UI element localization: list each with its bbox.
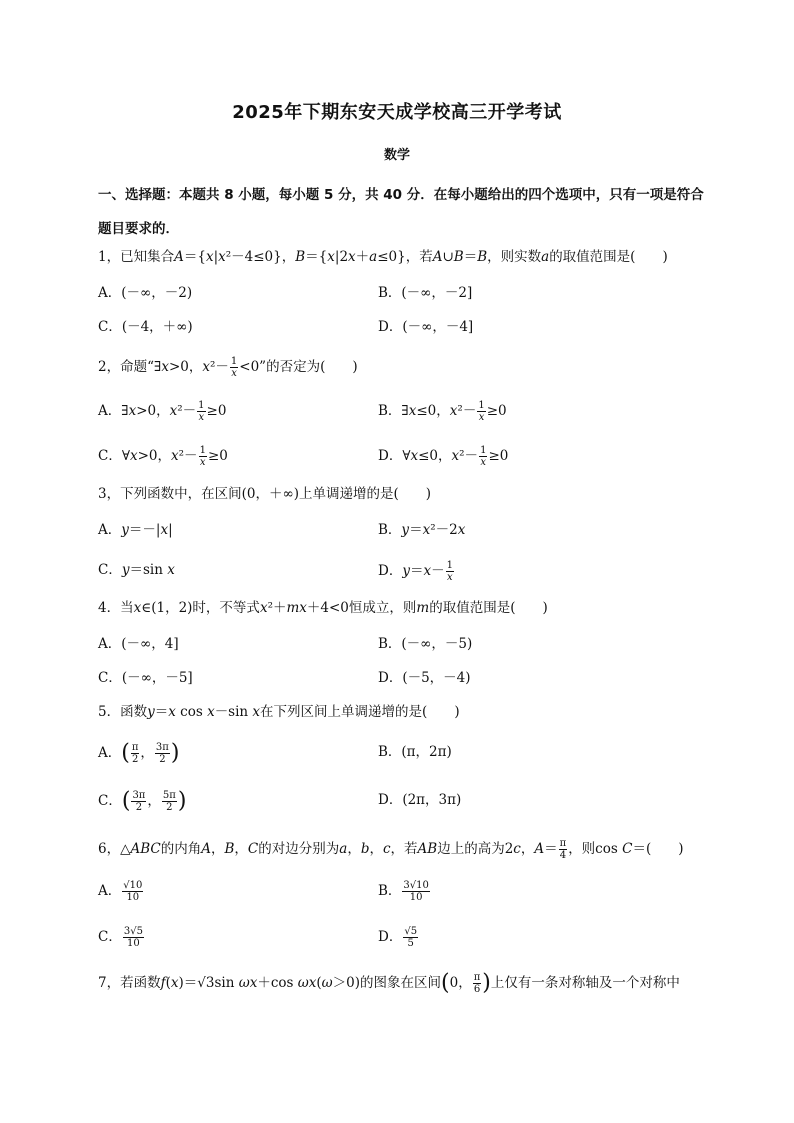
question-6-option-a[interactable]: A． $\frac{√10}{10}$ [98,880,143,903]
question-4-option-b[interactable]: B．(－∞，－5) [378,636,473,652]
question-5-stem: 5．函数y＝x cos x－sin x在下列区间上单调递增的是( ) [98,704,460,720]
question-1-option-b[interactable]: B．(－∞，－2] [378,285,473,301]
subject-title: 数学 [383,148,410,163]
question-4-stem: 4．当x∈(1，2)时，不等式x²＋mx＋4<0恒成立，则m的取值范围是( ) [98,600,548,616]
question-3-option-d[interactable]: D．y＝x－ $\frac{1}{x}$ [378,560,453,583]
question-3-option-c[interactable]: C．y＝sin x [98,562,175,578]
question-3-stem: 3，下列函数中，在区间(0，＋∞)上单调递增的是( ) [98,486,431,502]
question-2-option-d[interactable]: D．∀x≤0，x²－ $\frac{1}{x}$ ≥0 [378,445,509,468]
question-5-option-a[interactable]: A．( $\frac{\pi}{2}$ ， $\frac{3\pi}{2}$ ) [98,740,180,766]
question-2-option-c[interactable]: C．∀x>0，x²－ $\frac{1}{x}$ ≥0 [98,445,228,468]
question-5-option-d[interactable]: D．(2π，3π) [378,792,462,808]
question-1-option-a[interactable]: A．(－∞，－2) [98,285,193,301]
question-2-option-a[interactable]: A．∃x>0，x²－ $\frac{1}{x}$ ≥0 [98,400,227,423]
question-3-option-b[interactable]: B．y＝x²－2x [378,522,466,538]
question-7-stem: 7，若函数f(x)＝√3sin ωx＋cos ωx(ω＞0)的图象在区间(0， $\frac{\pi}{6}$ )上仅有一条对称轴及一个对称中 [98,970,680,996]
question-4-option-c[interactable]: C．(－∞，－5] [98,670,193,686]
question-5-option-b[interactable]: B．(π，2π) [378,744,452,760]
question-1-option-d[interactable]: D．(－∞，－4] [378,319,474,335]
section-header: 一、选择题：本题共 8 小题，每小题 5 分，共 40 分．在每小题给出的四个选项中，只有一项是符合题目要求的． [98,187,704,237]
question-3-option-a[interactable]: A．y＝－|x| [98,522,173,538]
question-6-stem: 6，△ABC的内角A，B，C的对边分别为a，b，c，若AB边上的高为2c，A＝ $\frac{\pi}{4}$ ，则cos C＝( ) [98,838,684,861]
question-1-option-c[interactable]: C．(－4，＋∞) [98,319,193,335]
question-2-option-b[interactable]: B．∃x≤0，x²－ $\frac{1}{x}$ ≥0 [378,400,507,423]
question-1-stem: 1，已知集合A＝{x|x²－4≤0}，B＝{x|2x＋a≤0}，若A∪B＝B，则实数a的取值范围是( ) [98,249,668,265]
question-6-option-b[interactable]: B． $\frac{3√10}{10}$ [378,880,429,903]
question-5-option-c[interactable]: C．( $\frac{3\pi}{2}$ ， $\frac{5\pi}{2}$ ) [98,788,187,814]
question-4-option-a[interactable]: A．(－∞，4] [98,636,179,652]
exam-title: 2025年下期东安天成学校高三开学考试 [232,102,562,123]
question-6-option-d[interactable]: D． $\frac{√5}{5}$ [378,926,418,949]
question-4-option-d[interactable]: D．(－5，－4) [378,670,471,686]
question-6-option-c[interactable]: C． $\frac{3√5}{10}$ [98,926,143,949]
question-2-stem: 2，命题“∃x>0，x²－ $\frac{1}{x}$ <0”的否定为( ) [98,356,358,379]
